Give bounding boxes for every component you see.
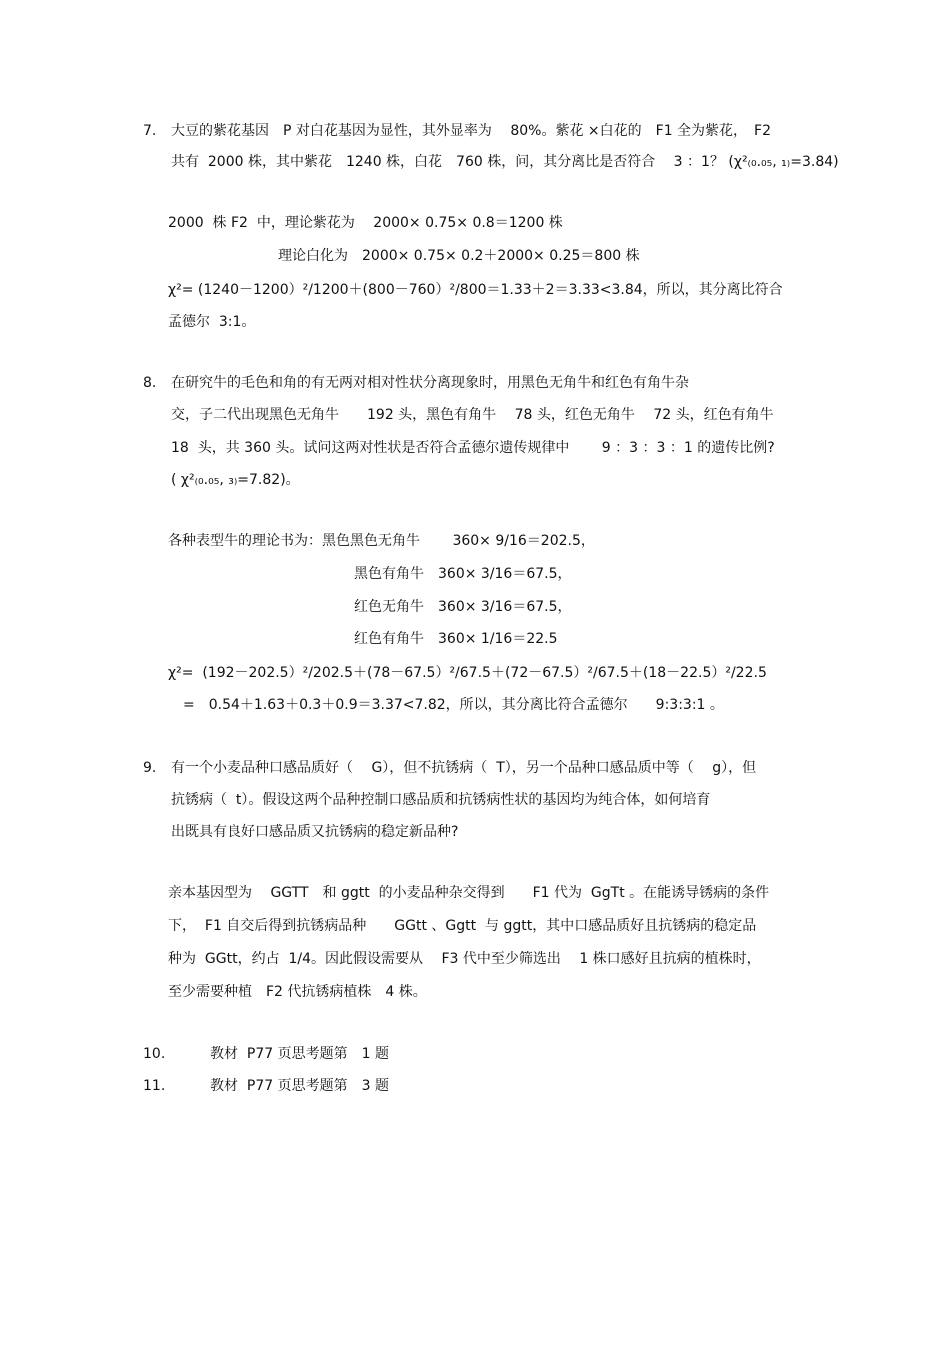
q8-answer-2: 黑色有角牛 360× 3/16＝67.5，	[354, 566, 572, 582]
q8-line-3: 18 头，共 360 头。试问这两对性状是否符合孟德尔遗传规律中 9 ：3 ：3 ：1 的遗传比例?	[171, 440, 775, 456]
q10-text: 教材 P77 页思考题第 1 题	[210, 1046, 389, 1062]
q9-line-2: 抗锈病（ t）。假设这两个品种控制口感品质和抗锈病性状的基因均为纯合体，如何培育	[171, 792, 711, 808]
q7-line-2: 共有 2000 株，其中紫花 1240 株，白花 760 株，问，其分离比是否符合 3 ：1？ (χ²₍₀.₀₅, ₁₎=3.84)	[171, 154, 839, 170]
q7-answer-2: 理论白化为 2000× 0.75× 0.2＋2000× 0.25＝800 株	[278, 248, 640, 264]
q9-answer-2: 下， F1 自交后得到抗锈病品种 GGtt 、Ggtt 与 ggtt，其中口感品质好且抗锈病的稳定品	[168, 918, 757, 934]
q8-answer-4: 红色有角牛 360× 1/16＝22.5	[354, 631, 558, 647]
q8-line-4: ( χ²₍₀.₀₅, ₃₎=7.82)。	[171, 472, 300, 488]
q11-number: 11.	[143, 1078, 166, 1094]
q9-answer-1: 亲本基因型为 GGTT 和 ggtt 的小麦品种杂交得到 F1 代为 GgTt 。在能诱导锈病的条件	[168, 885, 770, 901]
q7-answer-4: 孟德尔 3:1。	[168, 314, 256, 330]
q9-answer-3: 种为 GGtt，约占 1/4。因此假设需要从 F3 代中至少筛选出 1 株口感好且抗病的植株时，	[168, 951, 761, 967]
q8-line-2: 交，子二代出现黑色无角牛 192 头，黑色有角牛 78 头，红色无角牛 72 头，红色有角牛	[171, 407, 774, 423]
q11-text: 教材 P77 页思考题第 3 题	[210, 1078, 389, 1094]
q8-answer-5: χ²= (192－202.5）²/202.5＋(78－67.5）²/67.5＋(72－67.5）²/67.5＋(18－22.5）²/22.5	[168, 665, 767, 681]
q10-number: 10.	[143, 1046, 166, 1062]
q8-answer-1: 各种表型牛的理论书为：黑色黑色无角牛 360× 9/16＝202.5，	[168, 533, 595, 549]
q9-answer-4: 至少需要种植 F2 代抗锈病植株 4 株。	[168, 984, 427, 1000]
q7-line-1: 大豆的紫花基因 P 对白花基因为显性，其外显率为 80%。紫花 ×白花的 F1 全为紫花， F2	[171, 123, 772, 139]
q8-number: 8.	[143, 375, 157, 391]
q8-answer-3: 红色无角牛 360× 3/16＝67.5，	[354, 599, 572, 615]
q9-line-3: 出既具有良好口感品质又抗锈病的稳定新品种?	[171, 824, 459, 840]
q8-answer-6: = 0.54＋1.63＋0.3＋0.9＝3.37<7.82，所以，其分离比符合孟德尔 9:3:3:1 。	[183, 697, 724, 713]
q7-answer-1: 2000 株 F2 中，理论紫花为 2000× 0.75× 0.8＝1200 株	[168, 215, 563, 231]
q7-number: 7.	[143, 123, 157, 139]
q9-number: 9.	[143, 760, 157, 776]
q8-line-1: 在研究牛的毛色和角的有无两对相对性状分离现象时，用黑色无角牛和红色有角牛杂	[171, 375, 689, 391]
q9-line-1: 有一个小麦品种口感品质好（ G），但不抗锈病（ T），另一个品种口感品质中等（ g），但	[171, 760, 757, 776]
q7-answer-3: χ²= (1240－1200）²/1200＋(800－760）²/800＝1.33＋2＝3.33<3.84，所以，其分离比符合	[168, 282, 783, 298]
